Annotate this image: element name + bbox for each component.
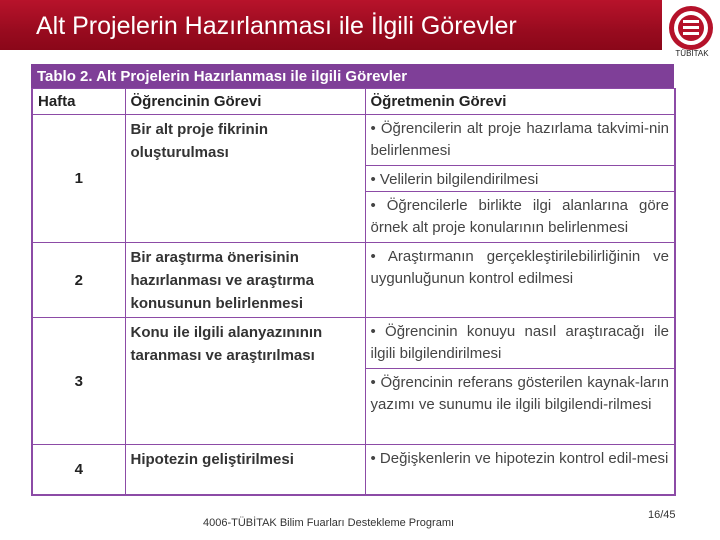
week-cell: 4 xyxy=(32,445,125,496)
table-row xyxy=(32,243,675,318)
footer-text: 4006-TÜBİTAK Bilim Fuarları Destekleme Programı xyxy=(203,517,455,529)
table-row xyxy=(32,318,675,369)
header-week: Hafta xyxy=(32,89,125,115)
student-task: Konu ile ilgili alanyazınının taranması ve araştırılması xyxy=(125,318,365,445)
student-task: Hipotezin geliştirilmesi xyxy=(125,445,365,496)
tasks-table-wrapper xyxy=(31,64,674,496)
title-bar xyxy=(0,0,662,50)
page-number: 16/45 xyxy=(648,509,676,521)
teacher-task: • Değişkenlerin ve hipotezin kontrol edil-mesi xyxy=(365,445,675,496)
header-teacher: Öğretmenin Görevi xyxy=(365,89,675,115)
teacher-task: • Öğrencilerle birlikte ilgi alanlarına göre örnek alt proje konularının belirlenmesi xyxy=(365,192,675,243)
teacher-task: • Öğrencinin konuyu nasıl araştıracağı ile ilgili bilgilendirilmesi xyxy=(365,318,675,369)
table-row xyxy=(32,445,675,496)
slide-title: Alt Projelerin Hazırlanması ile İlgili Görevler xyxy=(36,12,517,40)
teacher-task: • Öğrencilerin alt proje hazırlama takvimi-nin belirlenmesi xyxy=(365,115,675,166)
teacher-task: • Öğrencinin referans gösterilen kaynak-ların yazımı ve sunumu ile ilgili bilgilendi-rilmesi xyxy=(365,369,675,445)
teacher-task: • Araştırmanın gerçekleştirilebilirliğinin ve uygunluğunun kontrol edilmesi xyxy=(365,243,675,318)
week-cell: 3 xyxy=(32,318,125,445)
table-caption: Tablo 2. Alt Projelerin Hazırlanması ile ilgili Görevler xyxy=(31,64,674,88)
week-cell: 2 xyxy=(32,243,125,318)
student-task: Bir araştırma önerisinin hazırlanması ve araştırma konusunun belirlenmesi xyxy=(125,243,365,318)
tasks-table xyxy=(31,88,676,496)
teacher-task: • Velilerin bilgilendirilmesi xyxy=(365,166,675,192)
student-task: Bir alt proje fikrinin oluşturulması xyxy=(125,115,365,243)
header-student: Öğrencinin Görevi xyxy=(125,89,365,115)
logo-text: TÜBİTAK xyxy=(675,49,709,58)
table-header-row xyxy=(32,89,675,115)
table-row xyxy=(32,115,675,166)
week-cell: 1 xyxy=(32,115,125,243)
